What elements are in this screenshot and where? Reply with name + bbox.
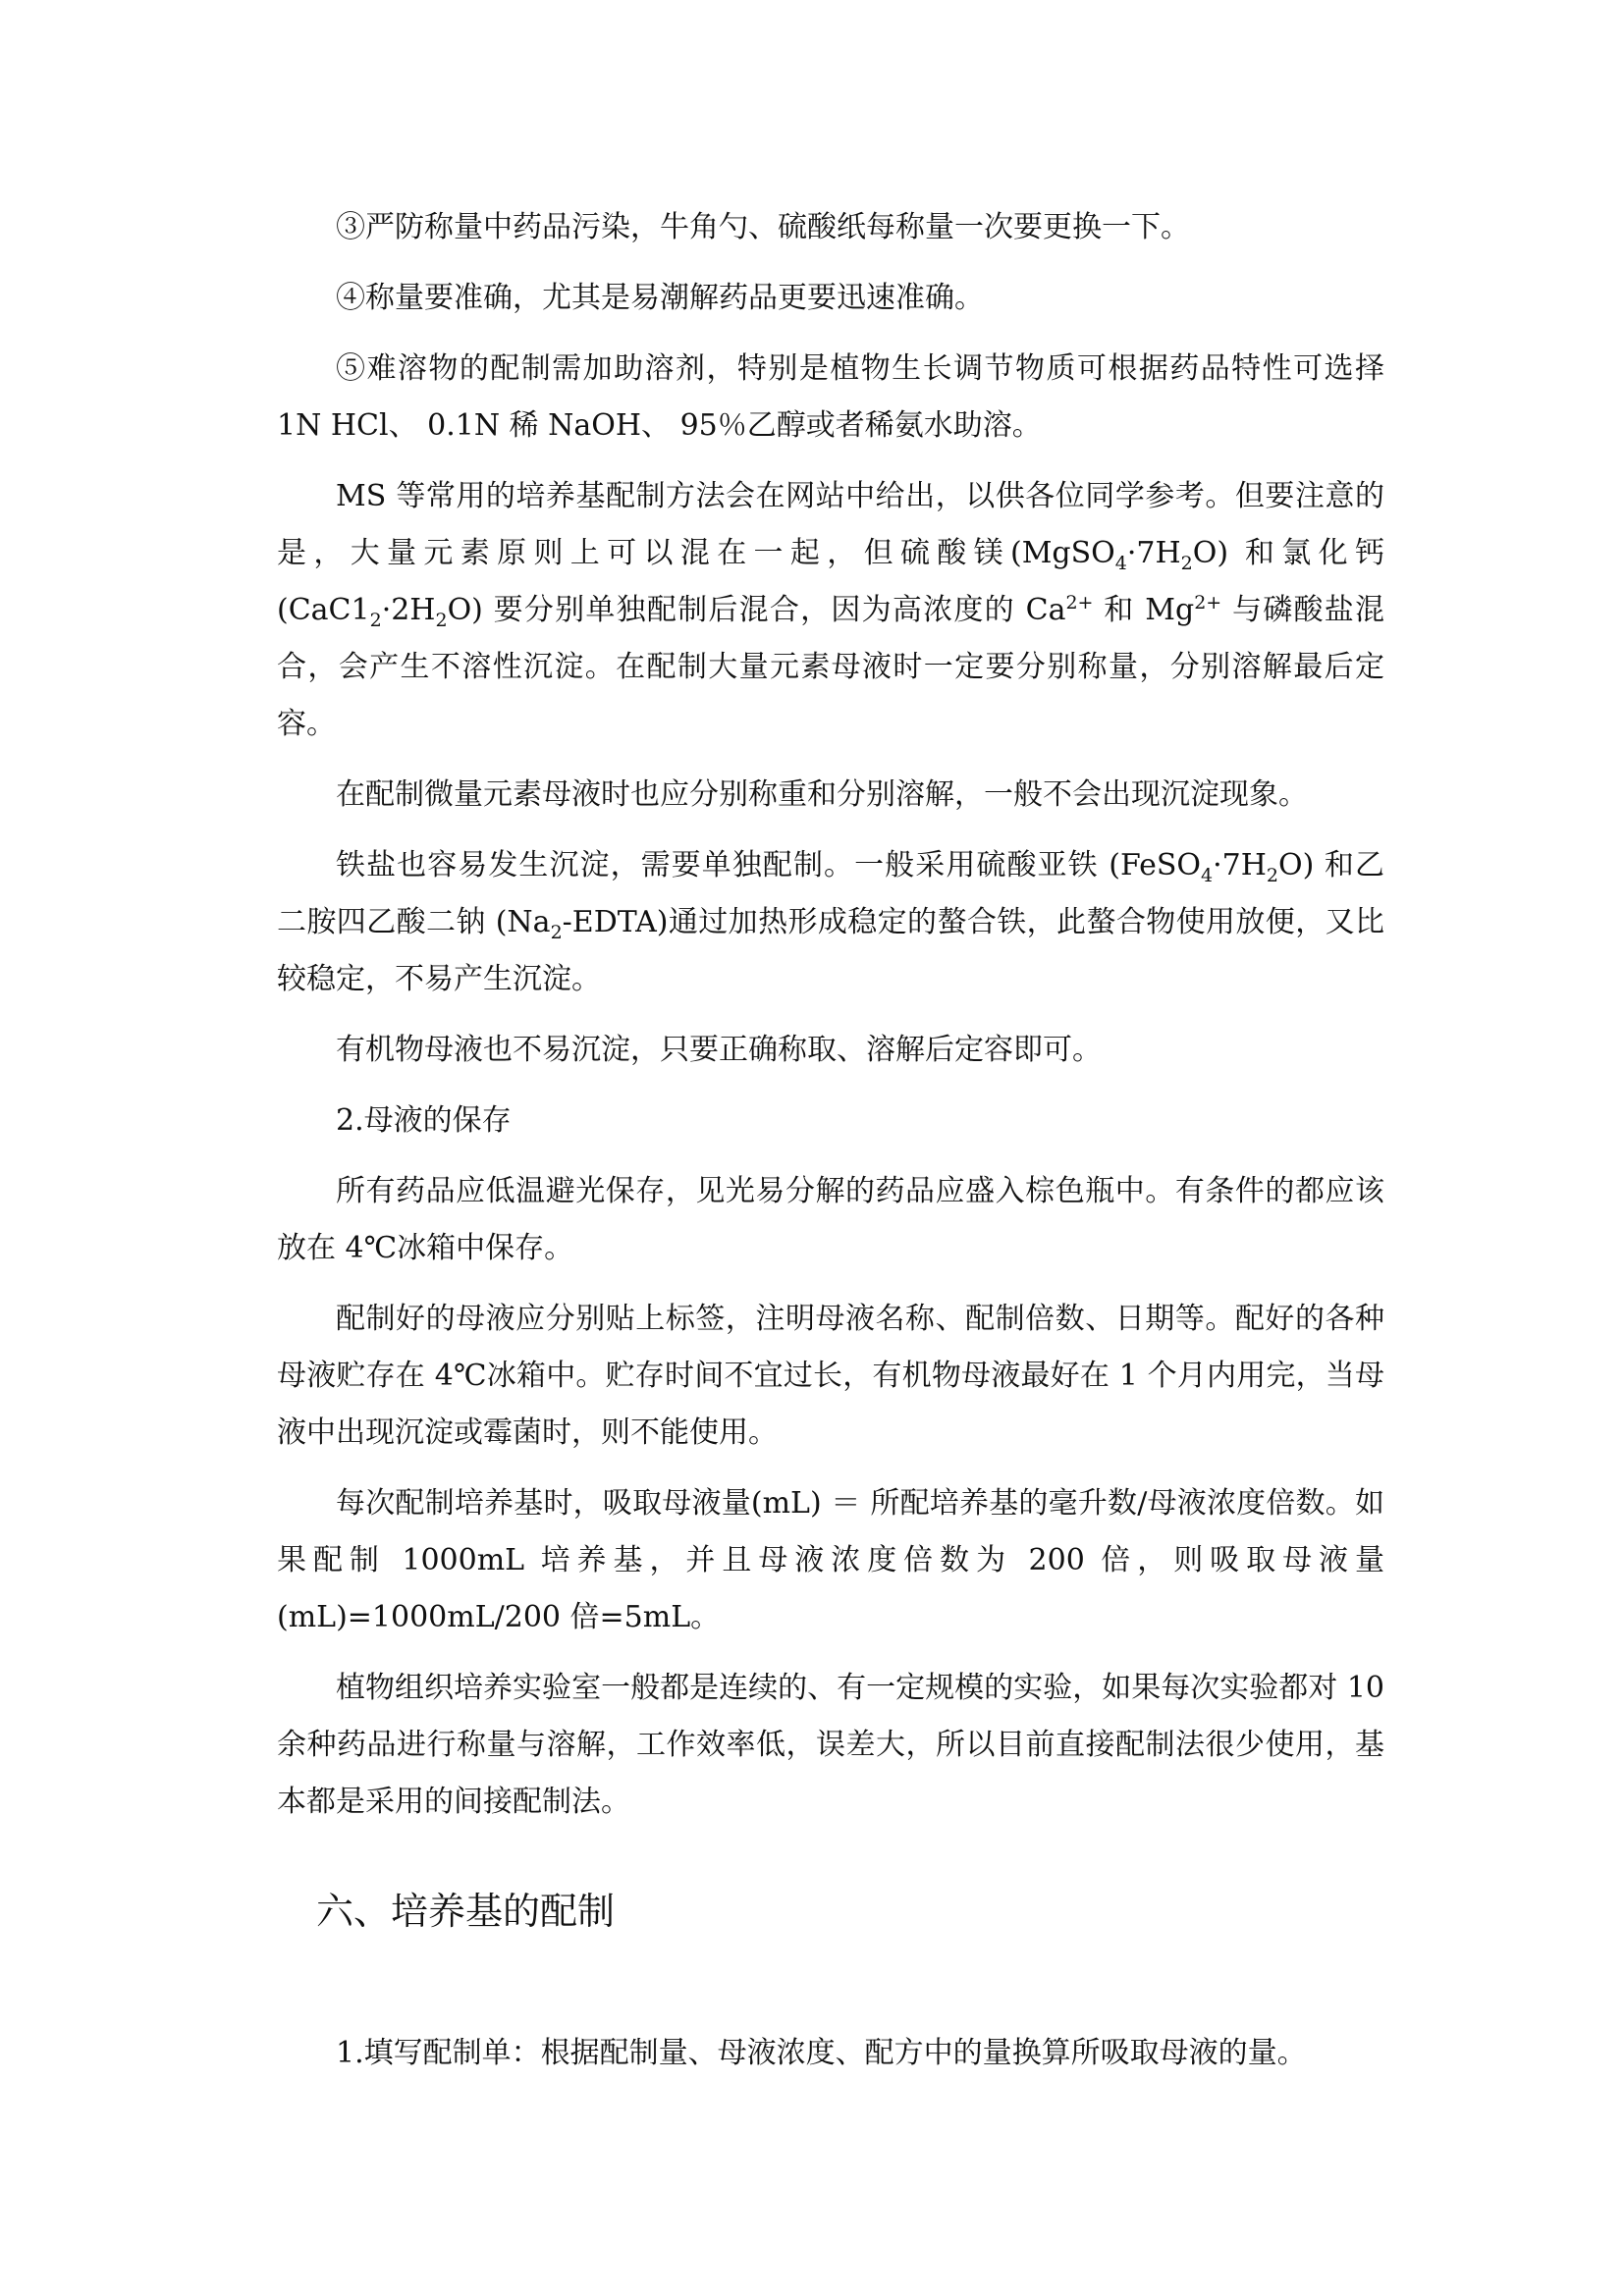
text-run: ·7H	[1213, 848, 1267, 882]
document-body	[277, 199, 1384, 2096]
superscript: 2+	[1065, 592, 1094, 614]
paragraph-indirect-method: 植物组织培养实验室一般都是连续的、有一定规模的实验，如果每次实验都对 10 余种药品进行称量与溶解，工作效率低，误差大，所以目前直接配制法很少使用，基本都是采用的间接配制法。	[277, 1671, 1384, 1819]
text-run: 和 Mg	[1093, 593, 1195, 627]
paragraph-storage: 所有药品应低温避光保存，见光易分解的药品应盛入棕色瓶中。有条件的都应该放在 4℃冰箱中保存。	[277, 1174, 1384, 1265]
paragraph-weighing-accuracy: ④称量要准确，尤其是易潮解药品更要迅速准确。	[336, 281, 984, 315]
paragraph-fill-form: 1.填写配制单：根据配制量、母液浓度、配方中的量换算所吸取母液的量。	[336, 2036, 1307, 2070]
superscript: 2+	[1194, 592, 1222, 614]
text-run: ·2H	[381, 593, 436, 627]
subscript: 2	[369, 610, 382, 631]
paragraph-labeling: 配制好的母液应分别贴上标签，注明母液名称、配制倍数、日期等。配好的各种母液贮存在 4℃冰箱中。贮存时间不宜过长，有机物母液最好在 1 个月内用完，当母液中出现沉淀或霉菌时，则不能使用。	[277, 1302, 1384, 1450]
paragraph-cosolvent: ⑤难溶物的配制需加助溶剂，特别是植物生长调节物质可根据药品特性可选择 1N HCl、 0.1N 稀 NaOH、 95％乙醇或者稀氨水助溶。	[277, 351, 1384, 443]
section-heading: 六、培养基的配制	[316, 1890, 616, 1933]
text-run: 铁盐也容易发生沉淀，需要单独配制。一般采用硫酸亚铁 (FeSO	[336, 848, 1202, 882]
paragraph-iron-salt	[277, 837, 1384, 1008]
text-run: MS 等常用的培养基配制方法会在网站中给出，以供各位同学参考。但要注意的是，大量元素原则上可以混在一起，但硫酸镁(MgSO	[277, 479, 1384, 570]
text-run: O) 和乙二胺四乙酸二钠 (Na	[277, 848, 1384, 939]
text-run: ·7H	[1126, 536, 1181, 570]
text-run: O) 和氯化钙(CaC1	[277, 536, 1384, 627]
text-run: O) 要分别单独配制后混合，因为高浓度的 Ca	[447, 593, 1066, 627]
subscript: 2	[550, 922, 563, 943]
paragraph-weighing-contamination: ③严防称量中药品污染，牛角勺、硫酸纸每称量一次要更换一下。	[336, 210, 1190, 244]
paragraph-micro-elements: 在配制微量元素母液时也应分别称重和分别溶解，一般不会出现沉淀现象。	[336, 777, 1308, 812]
text-run: 与磷酸盐混合，会产生不溶性沉淀。在配制大量元素母液时一定要分别称量，分别溶解最后定容。	[277, 593, 1384, 741]
subscript: 4	[1201, 865, 1214, 886]
paragraph-organic: 有机物母液也不易沉淀，只要正确称取、溶解后定容即可。	[336, 1033, 1102, 1067]
subscript: 4	[1114, 553, 1127, 574]
text-run: -EDTA)通过加热形成稳定的螯合铁，此螯合物使用放便，又比较稳定，不易产生沉淀。	[277, 905, 1384, 996]
paragraph-macro-elements	[277, 468, 1384, 753]
subscript: 2	[435, 610, 448, 631]
subsection-title-storage: 2.母液的保存	[336, 1103, 512, 1138]
subscript: 2	[1180, 553, 1193, 574]
subscript: 2	[1266, 865, 1279, 886]
paragraph-dosage-formula: 每次配制培养基时，吸取母液量(mL) ＝ 所配培养基的毫升数/母液浓度倍数。如果配制 1000mL 培养基，并且母液浓度倍数为 200 倍，则吸取母液量(mL)=1000mL/200 倍=5mL。	[277, 1486, 1384, 1634]
